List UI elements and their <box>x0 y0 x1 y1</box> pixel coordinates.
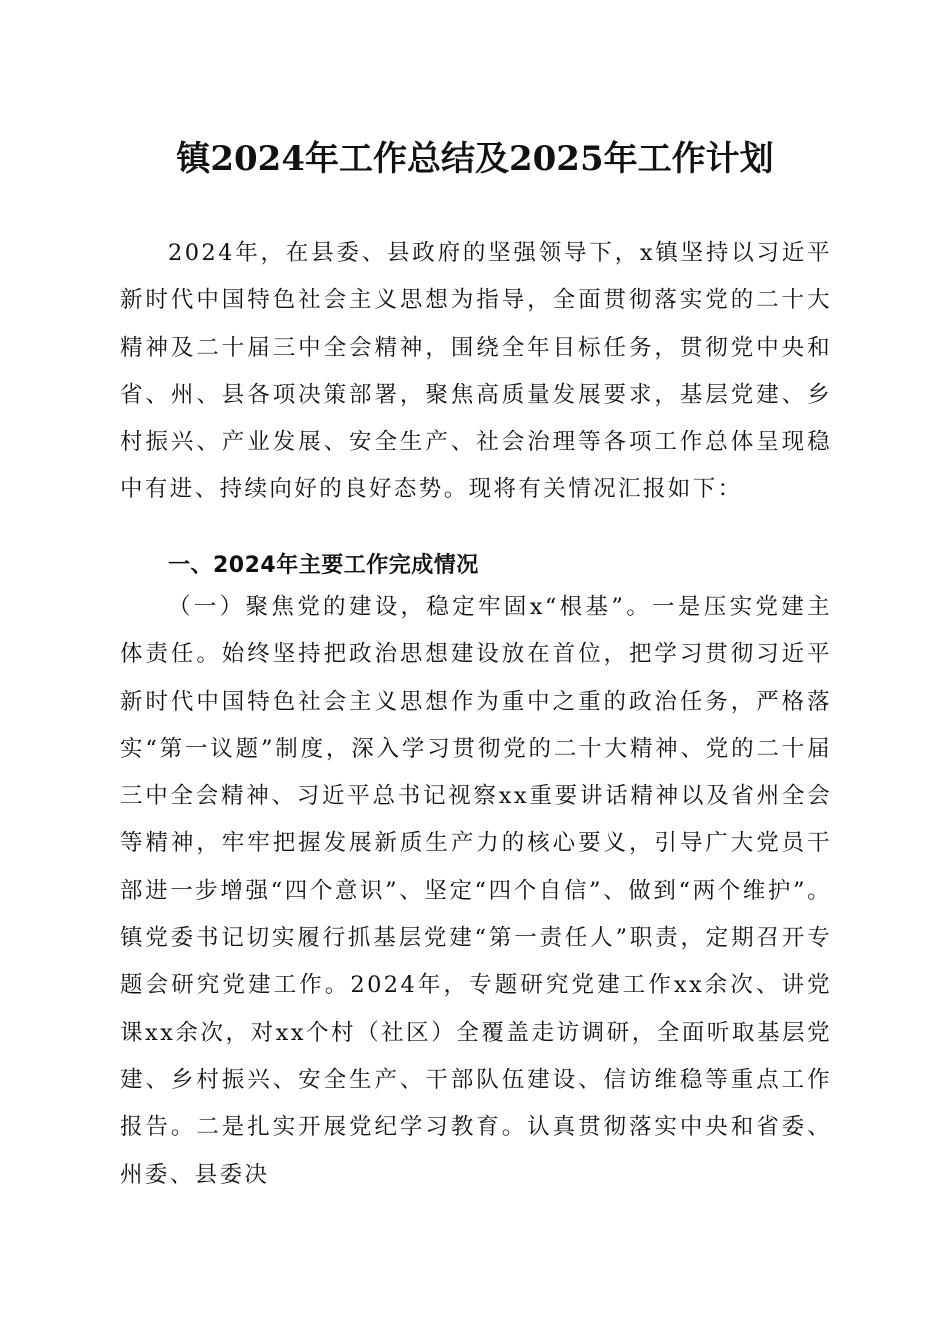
section-heading: 一、2024年主要工作完成情况 <box>168 553 479 578</box>
intro-paragraph: 2024年，在县委、县政府的坚强领导下，x镇坚持以习近平新时代中国特色社会主义思想为指导，全面贯彻落实党的二十大精神及二十届三中全会精神，围绕全年目标任务，贯彻党中央和省、州、县各项决策部署，聚焦高质量发展要求，基层党建、乡村振兴、产业发展、安全生产、社会治理等各项工作总体呈现稳中有进、持续向好的良好态势。现将有关情况汇报如下： <box>120 240 832 503</box>
subsection-body: 一是压实党建主体责任。始终坚持把政治思想建设放在首位，把学习贯彻习近平新时代中国特色社会主义思想作为重中之重的政治任务，严格落实“第一议题”制度，深入学习贯彻党的二十大精神、党的二十届三中全会精神、习近平总书记视察xx重要讲话精神以及省州全会等精神，牢牢把握发展新质生产力的核心要义，引导广大党员干部进一步增强“四个意识”、坚定“四个自信”、做到“两个维护”。镇党委书记切实履行抓基层党建“第一责任人”职责，定期召开专题会研究党建工作。2024年，专题研究党建工作xx余次、讲党课xx余次，对xx个村（社区）全覆盖走访调研，全面听取基层党建、乡村振兴、安全生产、干部队伍建设、信访维稳等重点工作报告。二是扎实开展党纪学习教育。认真贯彻落实中央和省委、州委、县委决 <box>120 594 832 1188</box>
section1-paragraph <box>120 584 832 1199</box>
document-title: 镇2024年工作总结及2025年工作计划 <box>176 139 774 179</box>
subsection-heading: （一）聚焦党的建设，稳定牢固x“根基”。 <box>168 594 653 620</box>
